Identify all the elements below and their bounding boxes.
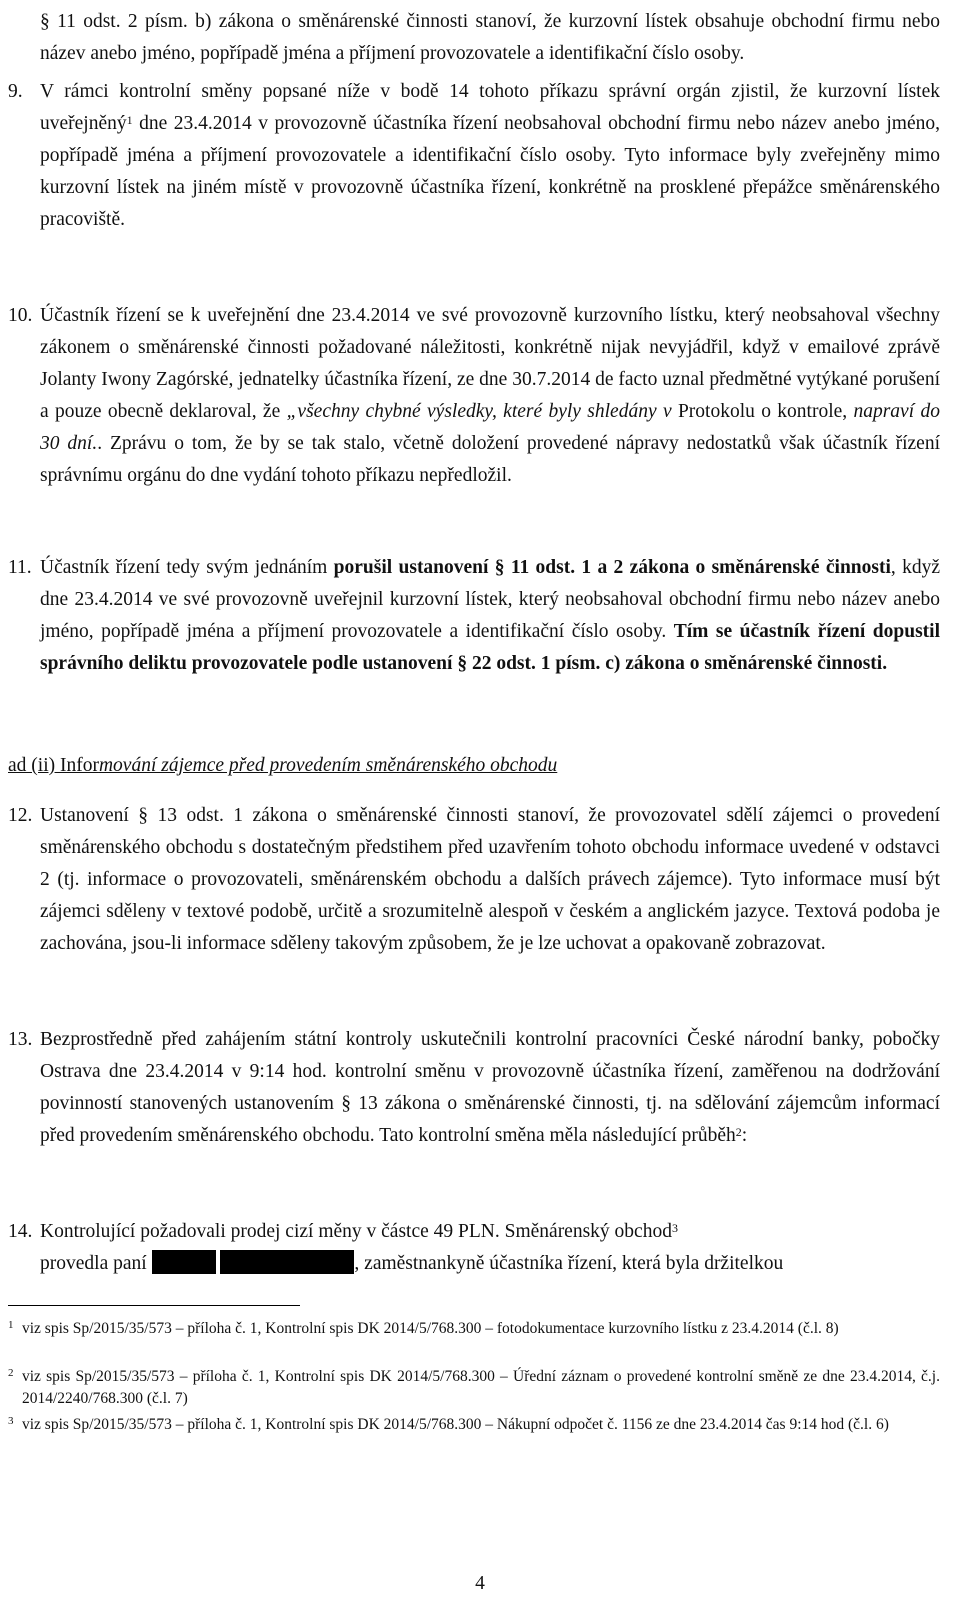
paragraph-body <box>40 800 940 960</box>
paragraph-text: Účastník řízení tedy svým jednáním <box>40 557 334 578</box>
paragraph-text: . Zprávu o tom, že by se tak stalo, včetně doložení provedené nápravy nedostatků však účastník řízení správnímu orgánu do dne vydání tohoto příkazu nepředložil. <box>40 433 940 486</box>
paragraph-9 <box>8 76 940 236</box>
footnote <box>8 1414 940 1436</box>
footnote-mark: 1 <box>8 1319 14 1331</box>
footnote <box>8 1318 940 1340</box>
paragraph-text: Protokolu o kontrole, <box>677 401 848 422</box>
redaction-block <box>152 1250 216 1274</box>
paragraph-text: : <box>741 1125 748 1146</box>
paragraph-text: Bezprostředně před zahájením státní kontroly uskutečnili kontrolní pracovníci České národní banky, pobočky Ostrava dne 23.4.2014 v 9:14 hod. kontrolní směnu v provozovně účastníka řízení, zaměřenou na dodržování povinností stanovených ustanovením § 13 zákona o směnárenské činnosti, tj. na sdělování zájemcům informací před provedením směnárenského obchodu. Tato kontrolní směna měla následující průběh <box>40 1029 940 1146</box>
paragraph-text: Kontrolující požadovali prodej cizí měny v částce 49 PLN. Směnárenský obchod <box>40 1221 672 1242</box>
footnote-mark: 3 <box>8 1415 14 1427</box>
paragraph-10 <box>8 300 940 492</box>
quoted-text: napraví do 30 dní. <box>40 401 940 454</box>
footnote-ref[interactable]: 2 <box>735 1125 742 1139</box>
paragraph-text: V rámci kontrolní směny popsané níže v bodě 14 tohoto příkazu správní orgán zjistil, že kurzovní lístek uveřejněný <box>40 81 940 134</box>
paragraph-12 <box>8 800 940 960</box>
paragraph-lead <box>40 6 940 70</box>
footnote-text: viz spis Sp/2015/35/573 – příloha č. 1, Kontrolní spis DK 2014/5/768.300 – Úřední záznam o provedené kontrolní směně ze dne 23.4.2014, č.j. 2014/2240/768.300 (č.l. 7) <box>22 1368 940 1407</box>
paragraph-11 <box>8 552 940 680</box>
footnote-mark: 2 <box>8 1367 14 1379</box>
paragraph-text: , když dne 23.4.2014 ve své provozovně uveřejnil kurzovní lístek, který neobsahoval obchodní firmu nebo název anebo jméno, popřípadě jména a příjmení provozovatele a identifikační číslo osoby. <box>40 557 940 642</box>
paragraph-body <box>40 300 940 492</box>
paragraph-text: Účastník řízení se k uveřejnění dne 23.4.2014 ve své provozovně kurzovního lístku, který neobsahoval všechny zákonem o směnárenské činnosti požadované náležitosti, konkrétně nijak nevyjádřil, když v emailové zprávě Jolanty Iwony Zagórské, jednatelky účastníka řízení, ze dne 30.7.2014 de facto uznal předmětné vytýkané porušení a pouze obecně deklaroval, že <box>40 305 940 422</box>
page-number: 4 <box>475 1573 485 1594</box>
paragraph-text: , zaměstnankyně účastníka řízení, která byla držitelkou <box>354 1253 784 1274</box>
redaction-block <box>220 1250 354 1274</box>
footnote-text: viz spis Sp/2015/35/573 – příloha č. 1, Kontrolní spis DK 2014/5/768.300 – fotodokumentace kurzovního lístku z 23.4.2014 (č.l. 8) <box>22 1320 839 1337</box>
heading-text: mování zájemce před provedením směnárenského obchodu <box>98 755 558 776</box>
paragraph-text: Ustanovení § 13 odst. 1 zákona o směnárenské činnosti stanoví, že provozovatel sdělí zájemci o provedení směnárenského obchodu s dostatečným předstihem před uzavřením tohoto obchodu informace uvedené v odstavci 2 (tj. informace o provozovateli, směnárenském obchodu a dalších právech zájemce). Tyto informace musí být zájemci sděleny v textové podobě, určitě a srozumitelně alespoň v českém a anglickém jazyce. Textová podoba je zachována, jsou-li informace sděleny takovým způsobem, že je lze uchovat a opakovaně zobrazovat. <box>40 805 940 954</box>
bold-text: porušil ustanovení § 11 odst. 1 a 2 zákona o směnárenské činnosti <box>333 557 891 578</box>
paragraph-text: provedla paní <box>40 1253 152 1274</box>
paragraph-body <box>40 1024 940 1152</box>
paragraph-number: 13. <box>8 1029 33 1050</box>
paragraph-number: 9. <box>8 81 23 102</box>
footnote-ref[interactable]: 1 <box>126 113 133 127</box>
section-heading <box>8 750 557 782</box>
paragraph-14 <box>8 1216 940 1280</box>
paragraph-text: dne 23.4.2014 v provozovně účastníka řízení neobsahoval obchodní firmu nebo název anebo jméno, popřípadě jména a příjmení provozovatele a identifikační číslo osoby. Tyto informace byly zveřejněny mimo kurzovní lístek na jiném místě v provozovně účastníka řízení, konkrétně na prosklené přepážce směnárenského pracoviště. <box>40 113 940 230</box>
heading-text: ad (ii) Infor <box>8 755 99 776</box>
footnote <box>8 1366 940 1410</box>
paragraph-body <box>40 1216 940 1280</box>
paragraph-body <box>40 76 940 236</box>
paragraph-text: § 11 odst. 2 písm. b) zákona o směnárenské činnosti stanoví, že kurzovní lístek obsahuje obchodní firmu nebo název anebo jméno, popřípadě jména a příjmení provozovatele a identifikační číslo osoby. <box>40 11 940 64</box>
paragraph-13 <box>8 1024 940 1152</box>
paragraph-body <box>40 552 940 680</box>
paragraph-number: 11. <box>8 557 32 578</box>
paragraph-number: 10. <box>8 305 33 326</box>
bold-text: Tím se účastník řízení dopustil správního deliktu provozovatele podle ustanovení § 22 odst. 1 písm. c) zákona o směnárenské činnosti. <box>40 621 940 674</box>
footnote-separator <box>8 1305 300 1306</box>
paragraph-number: 14. <box>8 1221 33 1242</box>
quoted-text: „všechny chybné výsledky, které byly shledány v <box>286 401 678 422</box>
footnote-text: viz spis Sp/2015/35/573 – příloha č. 1, Kontrolní spis DK 2014/5/768.300 – Nákupní odpočet č. 1156 ze dne 23.4.2014 čas 9:14 hod (č.l. 6) <box>22 1416 889 1433</box>
footnote-ref[interactable]: 3 <box>671 1221 678 1235</box>
paragraph-number: 12. <box>8 805 33 826</box>
